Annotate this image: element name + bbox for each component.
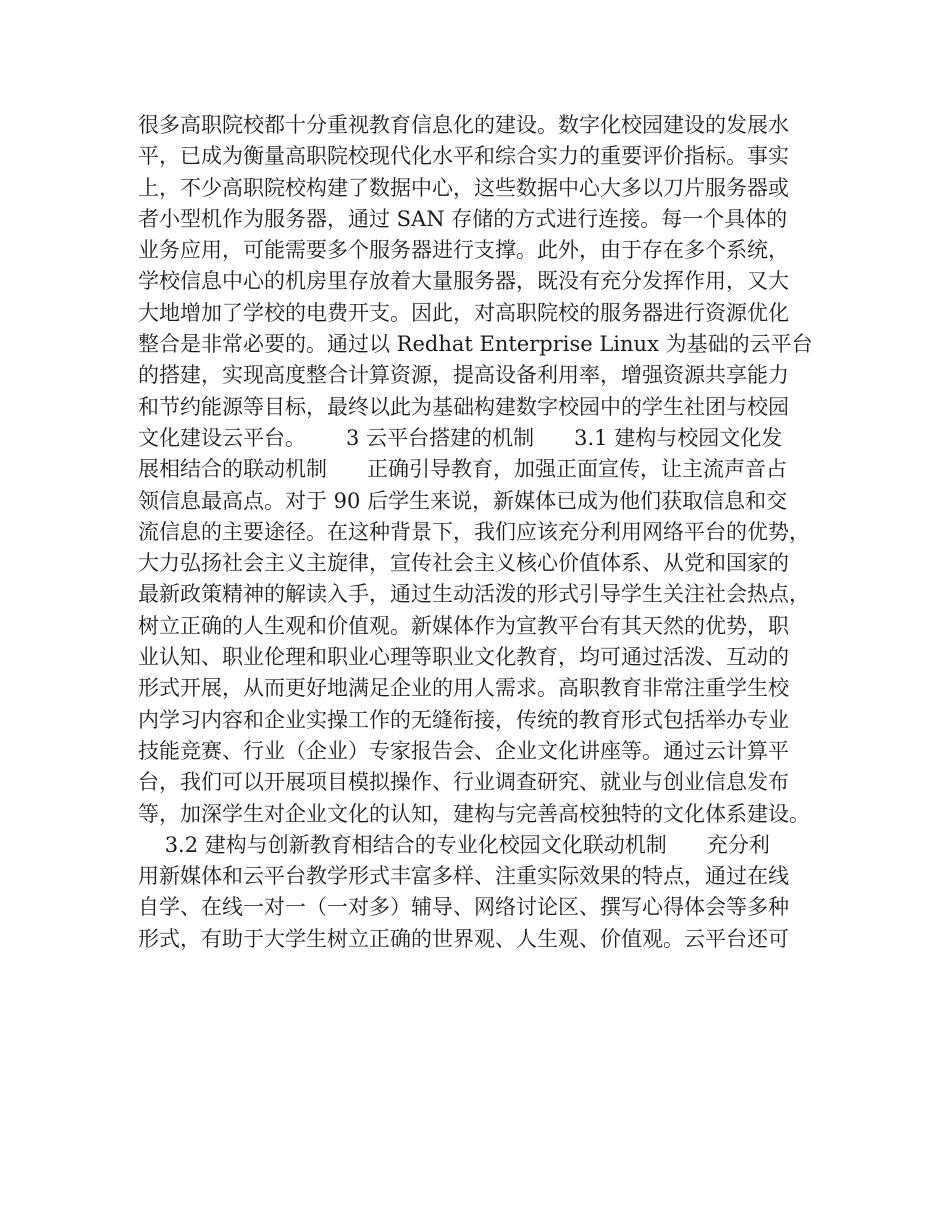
text-line: 等，加深学生对企业文化的认知，建构与完善高校独特的文化体系建设。	[138, 801, 810, 826]
text-line: 大力弘扬社会主义主旋律，宣传社会主义核心价值体系、从党和国家的	[138, 551, 789, 576]
text-line: 最新政策精神的解读入手，通过生动活泼的形式引导学生关注社会热点，	[138, 582, 810, 607]
text-line: 树立正确的人生观和价值观。新媒体作为宣教平台有其天然的优势，职	[138, 613, 789, 638]
text-line: 很多高职院校都十分重视教育信息化的建设。数字化校园建设的发展水	[138, 113, 789, 137]
text-line: 流信息的主要途径。在这种背景下，我们应该充分利用网络平台的优势，	[138, 519, 810, 544]
text-line: 整合是非常必要的。通过以 Redhat Enterprise Linux 为基础的云平台	[138, 332, 813, 357]
text-line: 业认知、职业伦理和职业心理等职业文化教育，均可通过活泼、互动的	[138, 645, 789, 670]
text-line: 和节约能源等目标，最终以此为基础构建数字校园中的学生社团与校园	[138, 394, 789, 419]
text-line: 内学习内容和企业实操工作的无缝衔接，传统的教育形式包括举办专业	[138, 707, 789, 732]
text-line: 自学、在线一对一（一对多）辅导、网络讨论区、撰写心得体会等多种	[138, 895, 789, 920]
text-line: 3.2 建构与创新教育相结合的专业化校园文化联动机制 充分利	[138, 832, 770, 857]
text-line: 平，已成为衡量高职院校现代化水平和综合实力的重要评价指标。事实	[138, 144, 789, 169]
body-text	[138, 110, 828, 955]
text-line: 的搭建，实现高度整合计算资源，提高设备利用率，增强资源共享能力	[138, 363, 789, 388]
text-line: 技能竞赛、行业（企业）专家报告会、企业文化讲座等。通过云计算平	[138, 738, 789, 763]
text-line: 形式开展，从而更好地满足企业的用人需求。高职教育非常注重学生校	[138, 676, 789, 701]
text-line: 台，我们可以开展项目模拟操作、行业调查研究、就业与创业信息发布	[138, 770, 789, 795]
text-line: 展相结合的联动机制 正确引导教育，加强正面宣传，让主流声音占	[138, 457, 788, 482]
text-line: 用新媒体和云平台教学形式丰富多样、注重实际效果的特点，通过在线	[138, 864, 789, 889]
text-line: 领信息最高点。对于 90 后学生来说，新媒体已成为他们获取信息和交	[138, 488, 788, 513]
text-line: 学校信息中心的机房里存放着大量服务器，既没有充分发挥作用，又大	[138, 269, 789, 294]
text-line: 业务应用，可能需要多个服务器进行支撑。此外，由于存在多个系统，	[138, 238, 789, 263]
text-line: 大地增加了学校的电费开支。因此，对高职院校的服务器进行资源优化	[138, 300, 789, 325]
text-line: 形式，有助于大学生树立正确的世界观、人生观、价值观。云平台还可	[138, 926, 789, 951]
text-line: 文化建设云平台。 3 云平台搭建的机制 3.1 建构与校园文化发	[138, 425, 783, 450]
text-line: 者小型机作为服务器，通过 SAN 存储的方式进行连接。每一个具体的	[138, 206, 788, 231]
text-line: 上，不少高职院校构建了数据中心，这些数据中心大多以刀片服务器或	[138, 175, 789, 200]
